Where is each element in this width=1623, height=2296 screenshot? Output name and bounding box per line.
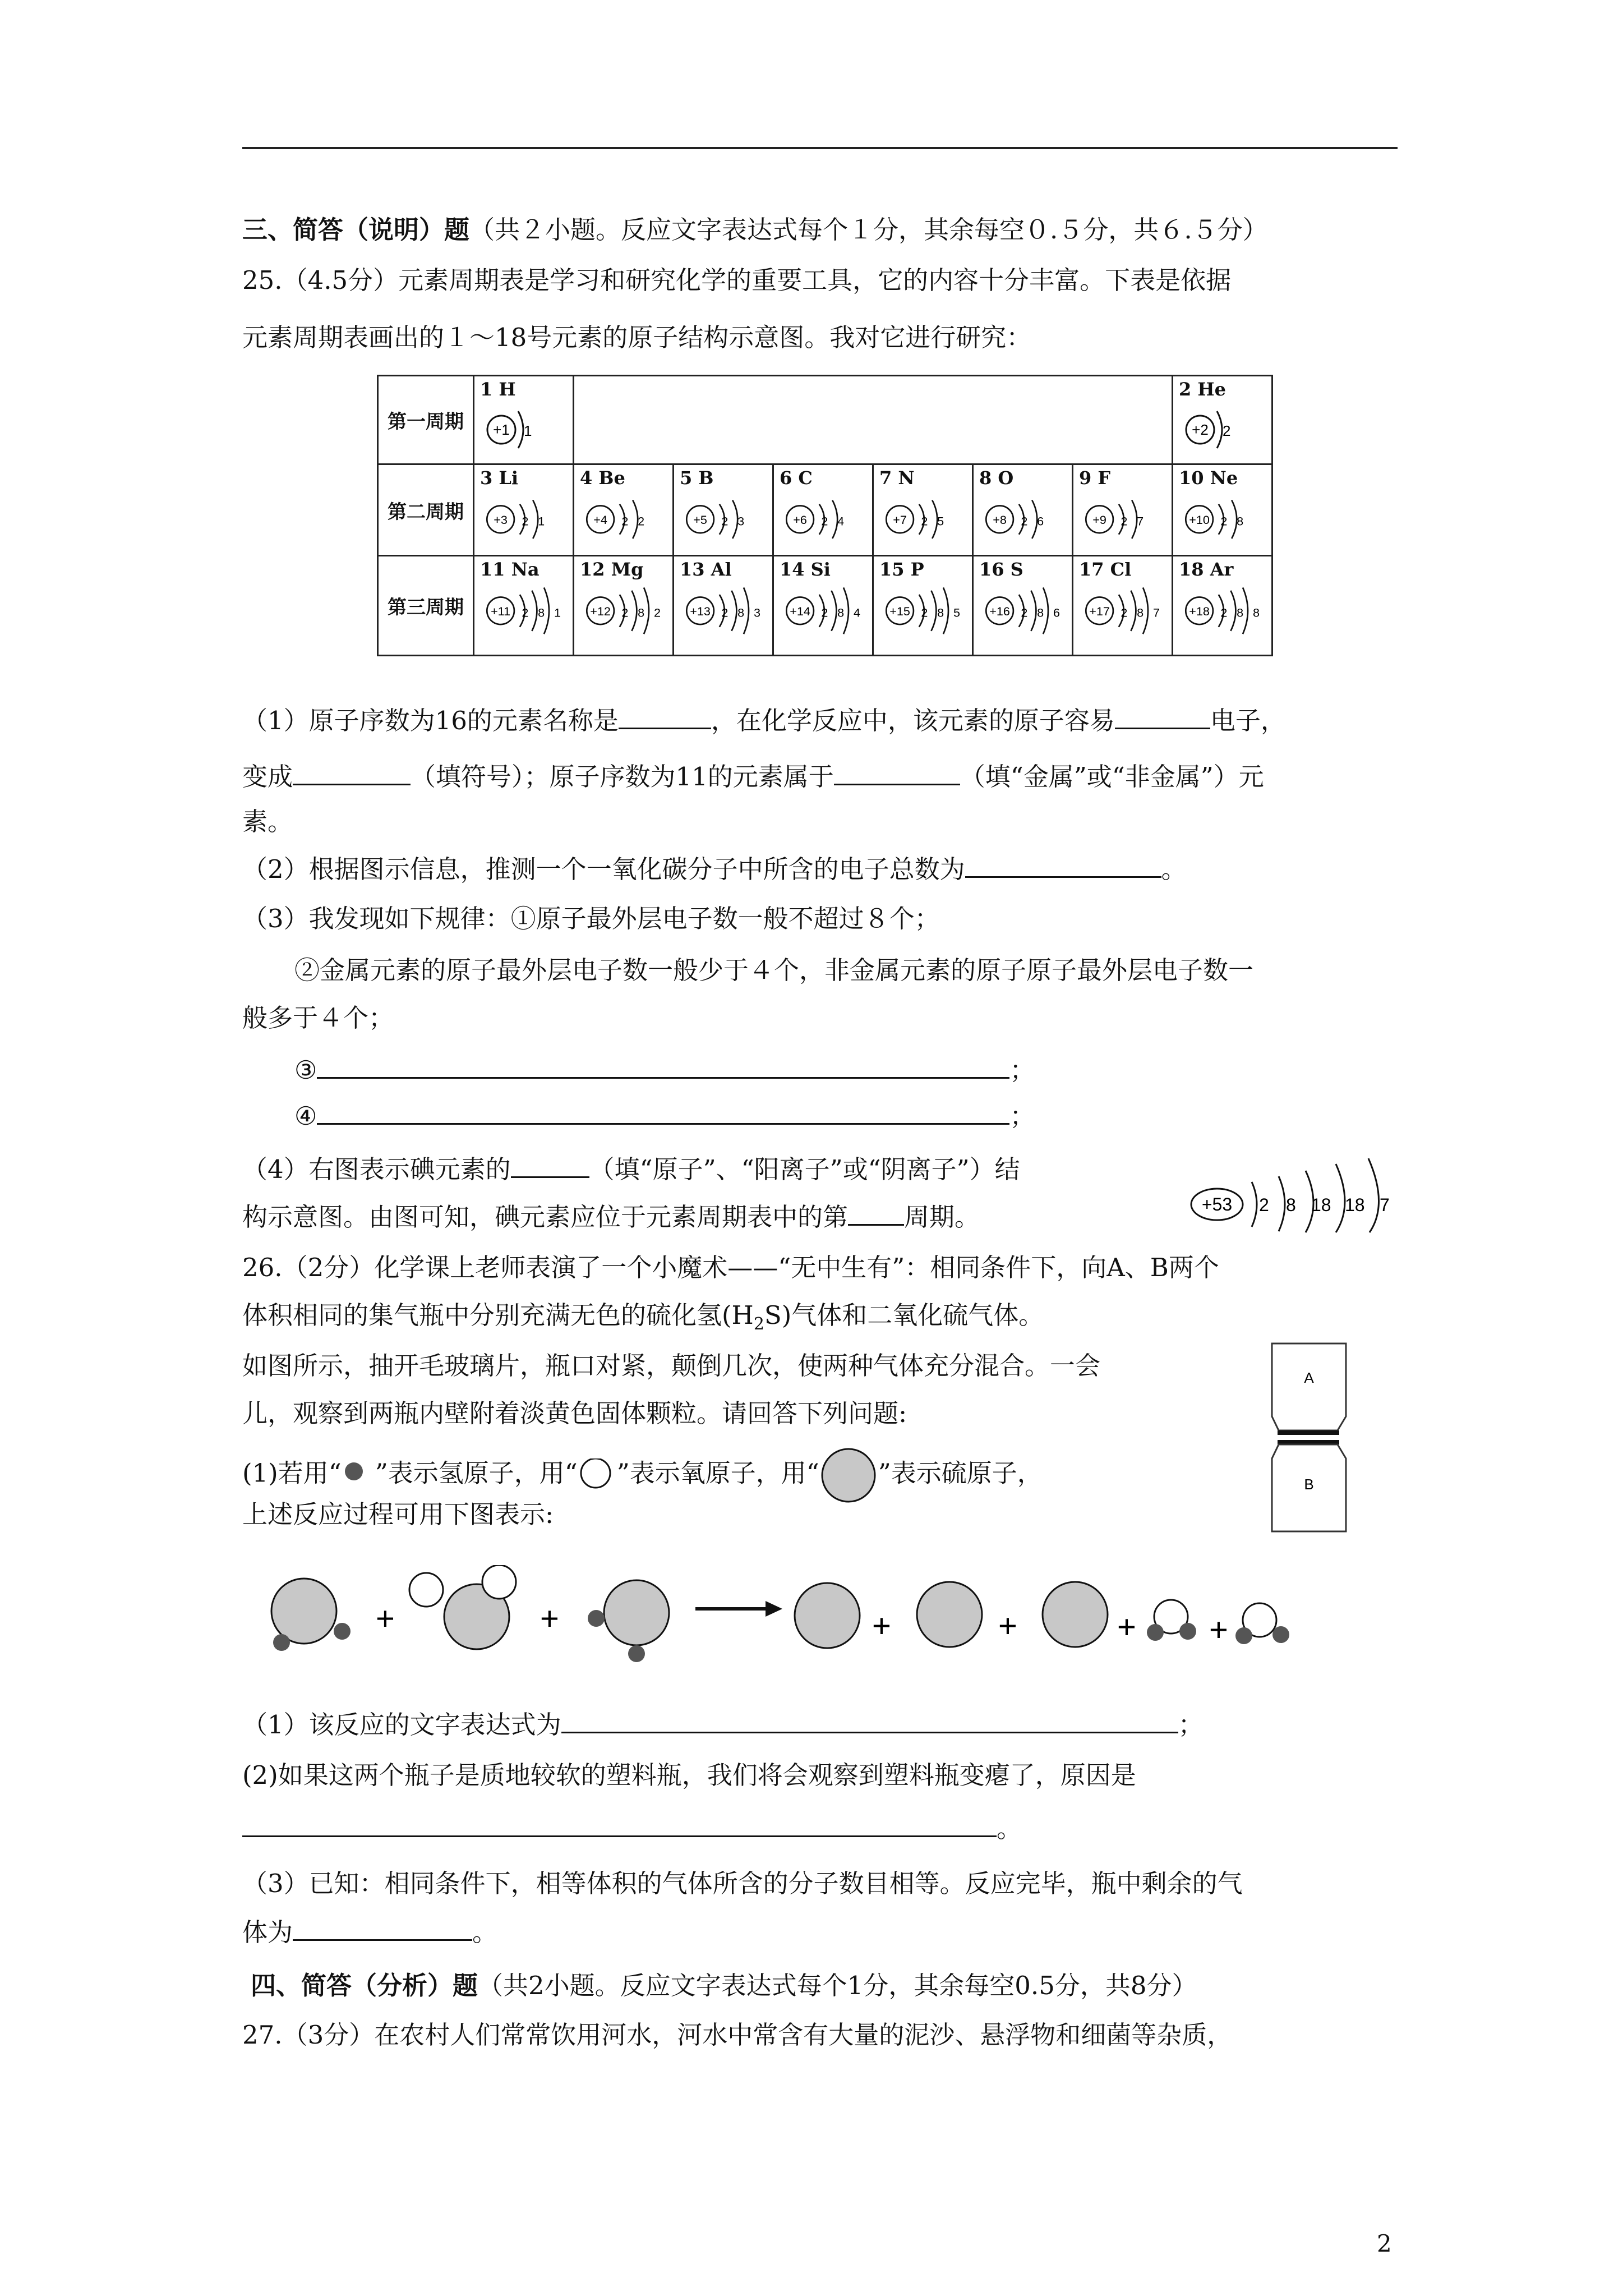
atom-diagram bbox=[479, 585, 569, 635]
plus-sign: + bbox=[540, 1600, 559, 1637]
bottle-b-label: B bbox=[1304, 1476, 1314, 1493]
page-number: 2 bbox=[1377, 2230, 1392, 2257]
nucleus-charge: +2 bbox=[1192, 421, 1209, 438]
nucleus-charge: +18 bbox=[1189, 604, 1210, 618]
nucleus-charge: +8 bbox=[993, 512, 1007, 527]
element-label: 13 Al bbox=[680, 559, 732, 580]
empty-cell bbox=[574, 376, 1173, 464]
plus-sign: + bbox=[1117, 1609, 1136, 1645]
q26-q3-end: 。 bbox=[472, 1917, 498, 1947]
row-header: 第一周期 bbox=[378, 376, 474, 464]
nucleus-charge: +7 bbox=[893, 512, 907, 527]
answer-blank[interactable] bbox=[848, 1202, 904, 1226]
electron-shells: 2 8 2 bbox=[621, 605, 664, 620]
answer-blank[interactable] bbox=[561, 1709, 1178, 1733]
element-label: 17 Cl bbox=[1079, 559, 1132, 580]
element-cell bbox=[973, 556, 1073, 656]
element-cell bbox=[773, 556, 873, 656]
section-3-note: （共２小题。反应文字表达式每个１分，其余每空０.５分，共６.５分） bbox=[469, 215, 1268, 245]
atom-diagram bbox=[978, 585, 1068, 635]
q26-part-3-line-1: （3）已知：相同条件下，相等体积的气体所含的分子数目相等。反应完毕，瓶中剩余的气 bbox=[242, 1869, 1243, 1898]
electron-shells: 2 8 4 bbox=[821, 605, 864, 620]
electron-shells: 2 bbox=[1223, 422, 1231, 439]
q25-part-3-rule-4 bbox=[294, 1099, 1035, 1133]
atom-diagram bbox=[679, 585, 768, 635]
atom-diagram bbox=[1178, 585, 1267, 635]
element-label: 1 H bbox=[480, 379, 516, 400]
electron-shells: 2 7 bbox=[1121, 514, 1147, 528]
element-cell bbox=[474, 556, 574, 656]
q26-line-5-d: ”表示硫原子， bbox=[878, 1458, 1043, 1488]
q26-part-1 bbox=[242, 1708, 1204, 1742]
element-cell bbox=[1173, 464, 1272, 556]
nucleus-charge: +12 bbox=[590, 604, 611, 618]
nucleus-charge: +5 bbox=[693, 512, 707, 527]
nucleus-charge: +17 bbox=[1089, 604, 1110, 618]
q26-line-5-c: ”表示氧原子，用“ bbox=[616, 1458, 819, 1488]
hydrogen-atom-icon bbox=[342, 1461, 375, 1489]
element-cell bbox=[574, 464, 674, 556]
q26-line-5-b: ”表示氢原子，用“ bbox=[375, 1458, 578, 1488]
q26-part-2-answer bbox=[242, 1812, 1022, 1846]
electron-shells: 2 8 8 bbox=[1220, 605, 1263, 620]
sulfur-atom bbox=[795, 1583, 860, 1648]
atom-diagram bbox=[1178, 493, 1267, 544]
plus-sign: + bbox=[872, 1608, 891, 1644]
q26-line-2 bbox=[242, 1299, 1044, 1341]
section-4-title: 四、简答（分析）题 bbox=[251, 1971, 478, 2000]
shell-electrons: 7 bbox=[1380, 1195, 1390, 1215]
h2s-molecule bbox=[588, 1580, 669, 1662]
plus-sign: + bbox=[376, 1600, 395, 1637]
table-row-period-2 bbox=[378, 464, 1272, 556]
atom-diagram bbox=[778, 493, 868, 544]
q25-p2-end: 。 bbox=[1161, 854, 1187, 884]
q26-line-6: 上述反应过程可用下图表示: bbox=[242, 1499, 554, 1529]
q25-part-3-line-3: 般多于４个； bbox=[242, 1003, 394, 1033]
section-4-heading bbox=[251, 1969, 1197, 2003]
nucleus-charge: +11 bbox=[491, 604, 511, 618]
element-label: 8 O bbox=[979, 467, 1014, 489]
q26-line-3: 如图所示，抽开毛玻璃片，瓶口对紧，颠倒几次，使两种气体充分混合。一会 bbox=[242, 1351, 1101, 1381]
answer-blank[interactable] bbox=[317, 1101, 1009, 1125]
element-label: 12 Mg bbox=[580, 559, 644, 580]
q25-part-1-line-3: 素。 bbox=[242, 807, 293, 836]
atom-diagram bbox=[878, 493, 968, 544]
electron-shells: 2 8 5 bbox=[921, 605, 963, 620]
rule-number: ④ bbox=[294, 1101, 317, 1131]
section-3-title: 三、简答（说明）题 bbox=[242, 215, 470, 245]
electron-shells: 2 1 bbox=[522, 514, 548, 528]
nucleus-charge: +1 bbox=[493, 421, 510, 438]
q25-p1-text-b: ，在化学反应中，该元素的原子容易 bbox=[711, 706, 1115, 735]
q25-part-4-line-1 bbox=[242, 1153, 1020, 1186]
electron-shells: 2 5 bbox=[921, 514, 947, 528]
q26-line-2-b: S)气体和二氧化硫气体。 bbox=[764, 1300, 1044, 1330]
electron-shells: 2 8 1 bbox=[522, 605, 564, 620]
q26-q3-text: 体为 bbox=[242, 1917, 293, 1947]
electron-shells: 2 4 bbox=[821, 514, 847, 528]
row-header: 第三周期 bbox=[378, 556, 474, 656]
element-label: 2 He bbox=[1179, 379, 1226, 400]
nucleus-charge: +14 bbox=[790, 604, 810, 618]
answer-blank[interactable] bbox=[511, 1154, 589, 1178]
q26-line-2-a: 体积相同的集气瓶中分别充满无色的硫化氢(H bbox=[242, 1300, 754, 1330]
element-cell bbox=[873, 464, 973, 556]
shell-electrons: 18 bbox=[1311, 1195, 1331, 1215]
q25-part-3-line-1: （3）我发现如下规律：①原子最外层电子数一般不超过８个； bbox=[242, 904, 940, 933]
shell-electrons: 2 bbox=[1259, 1195, 1269, 1215]
element-label: 5 B bbox=[680, 467, 714, 489]
answer-blank[interactable] bbox=[242, 1813, 997, 1837]
electron-shells: 2 8 6 bbox=[1021, 605, 1063, 620]
electron-shells: 2 8 bbox=[1220, 514, 1247, 528]
element-cell-he bbox=[1173, 376, 1272, 464]
sulfur-atom-icon bbox=[819, 1447, 878, 1503]
element-label: 6 C bbox=[780, 467, 813, 489]
answer-blank[interactable] bbox=[293, 761, 411, 785]
electron-shells: 2 8 3 bbox=[721, 605, 764, 620]
atom-diagram bbox=[878, 585, 968, 635]
element-cell bbox=[1073, 464, 1173, 556]
answer-blank[interactable] bbox=[619, 705, 711, 729]
electron-shells: 2 8 7 bbox=[1121, 605, 1163, 620]
q26-line-1: 26.（2分）化学课上老师表演了一个小魔术——“无中生有”：相同条件下，向A、B两个 bbox=[242, 1253, 1219, 1282]
section-3-heading bbox=[242, 213, 1268, 247]
answer-blank[interactable] bbox=[317, 1055, 1009, 1079]
element-label: 4 Be bbox=[580, 467, 625, 489]
table-row-period-3 bbox=[378, 556, 1272, 656]
atom-diagram bbox=[579, 493, 668, 544]
nucleus-charge: +10 bbox=[1189, 512, 1210, 527]
oxygen-atom-icon bbox=[578, 1458, 617, 1492]
shell-electrons: 18 bbox=[1345, 1195, 1365, 1215]
rule-end: ； bbox=[1009, 1055, 1035, 1085]
element-cell bbox=[1073, 556, 1173, 656]
element-cell bbox=[674, 556, 773, 656]
electron-shells: 2 2 bbox=[621, 514, 648, 528]
row-header: 第二周期 bbox=[378, 464, 474, 556]
q25-p4-text-d: 周期。 bbox=[904, 1202, 980, 1232]
rule-number: ③ bbox=[294, 1055, 317, 1085]
answer-blank[interactable] bbox=[293, 1917, 472, 1941]
q25-p1-text-f: （填“金属”或“非金属”）元 bbox=[960, 762, 1264, 792]
atom-diagram bbox=[479, 493, 569, 544]
q25-part-1-line-2 bbox=[242, 760, 1264, 794]
atom-diagram bbox=[778, 585, 868, 635]
q25-part-1-line-1 bbox=[242, 704, 1286, 738]
q26-part-2: (2)如果这两个瓶子是质地较软的塑料瓶，我们将会观察到塑料瓶变瘪了，原因是 bbox=[242, 1760, 1136, 1790]
shell-electrons: 8 bbox=[1286, 1195, 1296, 1215]
atom-diagram bbox=[579, 585, 668, 635]
q26-q1-text: （1）该反应的文字表达式为 bbox=[242, 1710, 561, 1740]
q26-line-5 bbox=[242, 1447, 1043, 1503]
atom-diagram-h bbox=[479, 404, 569, 455]
atom-diagram bbox=[978, 493, 1068, 544]
q26-part-3-line-2 bbox=[242, 1916, 497, 1949]
q26-line-4: 儿，观察到两瓶内壁附着淡黄色固体颗粒。请回答下列问题: bbox=[242, 1398, 907, 1428]
h2s-molecule bbox=[271, 1579, 351, 1651]
element-cell-h bbox=[474, 376, 574, 464]
element-cell bbox=[1173, 556, 1272, 656]
rule-end: ； bbox=[1009, 1101, 1035, 1131]
element-cell bbox=[574, 556, 674, 656]
atom-diagram bbox=[679, 493, 768, 544]
q25-p4-text-c: 构示意图。由图可知，碘元素应位于元素周期表中的第 bbox=[242, 1202, 849, 1232]
q26-line-5-a: (1)若用“ bbox=[242, 1458, 342, 1488]
section-4-note: （共2小题。反应文字表达式每个1分，其余每空0.5分，共8分） bbox=[478, 1971, 1197, 2000]
water-molecule bbox=[1147, 1600, 1196, 1641]
q26-q2-end: 。 bbox=[997, 1814, 1022, 1843]
iodine-atom-diagram bbox=[1189, 1153, 1402, 1234]
electron-shells: 2 6 bbox=[1021, 514, 1047, 528]
q25-part-2 bbox=[242, 853, 1187, 886]
element-cell bbox=[773, 464, 873, 556]
bottle-a-label: A bbox=[1304, 1369, 1314, 1386]
arrow-head bbox=[766, 1601, 782, 1617]
answer-blank[interactable] bbox=[965, 854, 1161, 878]
element-label: 18 Ar bbox=[1179, 559, 1234, 580]
electron-shells: 2 3 bbox=[721, 514, 748, 528]
element-label: 16 S bbox=[979, 559, 1023, 580]
element-label: 15 P bbox=[879, 559, 924, 580]
table-row-period-1 bbox=[378, 376, 1272, 464]
element-label: 7 N bbox=[879, 467, 915, 489]
q25-p1-text-c: 电子， bbox=[1210, 706, 1286, 735]
element-label: 10 Ne bbox=[1179, 467, 1238, 489]
header-rule bbox=[242, 147, 1398, 149]
nucleus-charge: +6 bbox=[793, 512, 807, 527]
periodic-table bbox=[377, 375, 1273, 656]
atom-diagram bbox=[1078, 493, 1168, 544]
nucleus-charge: +15 bbox=[889, 604, 910, 618]
nucleus-charge: +53 bbox=[1201, 1194, 1233, 1214]
electron-shells: 1 bbox=[524, 422, 532, 439]
q25-line-1: 25.（4.5分）元素周期表是学习和研究化学的重要工具，它的内容十分丰富。下表是依据 bbox=[242, 265, 1232, 295]
plus-sign: + bbox=[1209, 1612, 1228, 1648]
nucleus-charge: +16 bbox=[989, 604, 1010, 618]
water-molecule bbox=[1235, 1603, 1289, 1644]
atom-diagram bbox=[1078, 585, 1168, 635]
q25-part-3-line-2: ②金属元素的原子最外层电子数一般少于４个，非金属元素的原子原子最外层电子数一 bbox=[294, 955, 1254, 985]
element-label: 3 Li bbox=[480, 467, 519, 489]
q25-p4-text-b: （填“原子”、“阳离子”或“阴离子”）结 bbox=[589, 1154, 1020, 1184]
answer-blank[interactable] bbox=[1115, 705, 1210, 729]
q26-q1-end: ； bbox=[1178, 1710, 1204, 1740]
element-label: 14 Si bbox=[780, 559, 831, 580]
q25-line-2: 元素周期表画出的１～18号元素的原子结构示意图。我对它进行研究： bbox=[242, 323, 1032, 352]
q25-p2-text: （2）根据图示信息，推测一个一氧化碳分子中所含的电子总数为 bbox=[242, 854, 965, 884]
subscript: 2 bbox=[753, 1314, 764, 1334]
element-cell bbox=[873, 556, 973, 656]
element-cell bbox=[474, 464, 574, 556]
q27-line-1: 27.（3分）在农村人们常常饮用河水，河水中常含有大量的泥沙、悬浮物和细菌等杂质， bbox=[242, 2020, 1233, 2050]
so2-molecule bbox=[409, 1565, 516, 1649]
element-label: 9 F bbox=[1079, 467, 1111, 489]
q25-p1-text-e: （填符号）；原子序数为11的元素属于 bbox=[411, 762, 834, 792]
atom-diagram-he bbox=[1178, 404, 1267, 455]
element-cell bbox=[973, 464, 1073, 556]
nucleus-charge: +4 bbox=[593, 512, 607, 527]
q25-part-4-line-2 bbox=[242, 1200, 980, 1234]
sulfur-atom bbox=[917, 1582, 982, 1647]
reaction-diagram bbox=[264, 1565, 1329, 1672]
q25-p4-text-a: （4）右图表示碘元素的 bbox=[242, 1154, 511, 1184]
nucleus-charge: +9 bbox=[1092, 512, 1106, 527]
nucleus-charge: +3 bbox=[494, 512, 508, 527]
plus-sign: + bbox=[998, 1608, 1017, 1644]
answer-blank[interactable] bbox=[834, 761, 960, 785]
gas-bottles-diagram bbox=[1262, 1338, 1357, 1540]
q25-p1-text-a: （1）原子序数为16的元素名称是 bbox=[242, 706, 619, 735]
element-cell bbox=[674, 464, 773, 556]
element-label: 11 Na bbox=[480, 559, 540, 580]
q25-p1-text-d: 变成 bbox=[242, 762, 293, 792]
nucleus-charge: +13 bbox=[690, 604, 711, 618]
q25-part-3-rule-3 bbox=[294, 1053, 1035, 1087]
sulfur-atom bbox=[1043, 1582, 1108, 1647]
